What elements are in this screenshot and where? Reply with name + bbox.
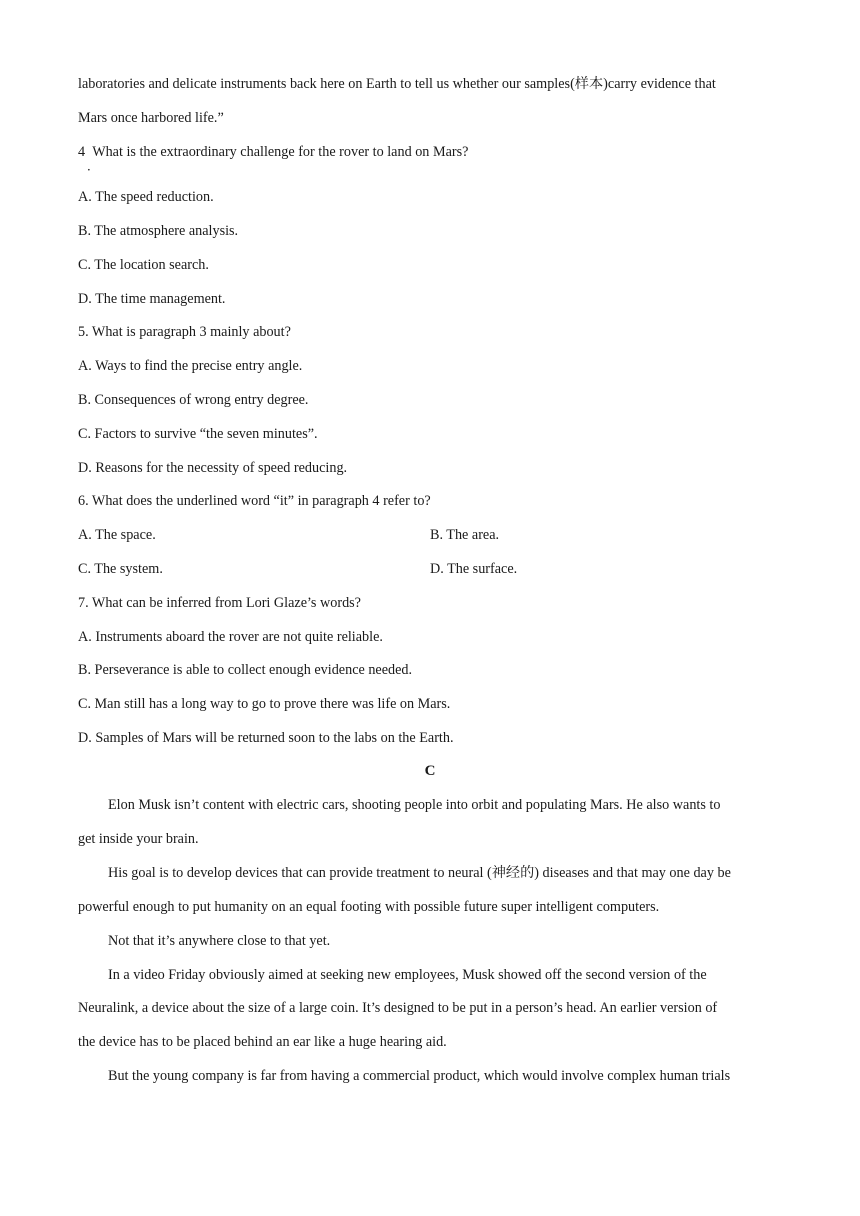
question-6: 6. What does the underlined word “it” in paragraph 4 refer to? [78, 493, 431, 509]
passage-line: laboratories and delicate instruments back here on Earth to tell us whether our samples(样本)carry evidence that [78, 76, 716, 92]
question-4 [78, 144, 469, 173]
question-7: 7. What can be inferred from Lori Glaze’s words? [78, 595, 361, 611]
option-c: C. The system. [78, 561, 163, 577]
paragraph-line: the device has to be placed behind an ear like a huge hearing aid. [78, 1034, 447, 1050]
option-b: B. The atmosphere analysis. [78, 223, 239, 239]
paragraph-line: Elon Musk isn’t content with electric cars, shooting people into orbit and populating Mars. He also wants to [108, 797, 721, 813]
option-b: B. Perseverance is able to collect enough evidence needed. [78, 662, 413, 678]
paragraph-line: get inside your brain. [78, 831, 199, 847]
paragraph-line: In a video Friday obviously aimed at seeking new employees, Musk showed off the second version of the [108, 967, 707, 983]
section-heading: C [424, 763, 436, 779]
paragraph-line: His goal is to develop devices that can provide treatment to neural (神经的) diseases and that may one day be [108, 865, 731, 881]
paragraph-line: powerful enough to put humanity on an equal footing with possible future super intelligent computers. [78, 899, 660, 915]
passage-line: Mars once harbored life.” [78, 110, 224, 126]
paragraph-line: Neuralink, a device about the size of a large coin. It’s designed to be put in a person’s head. An earlier version of [78, 1000, 718, 1016]
option-c: C. The location search. [78, 257, 209, 273]
paragraph-line: But the young company is far from having a commercial product, which would involve complex human trials [108, 1068, 731, 1084]
option-d: D. The time management. [78, 291, 226, 307]
option-d: D. The surface. [430, 561, 518, 577]
question-text: What is the extraordinary challenge for the rover to land on Mars? [92, 144, 469, 160]
option-c: C. Factors to survive “the seven minutes”. [78, 426, 318, 442]
option-a: A. Ways to find the precise entry angle. [78, 358, 303, 374]
option-d: D. Samples of Mars will be returned soon to the labs on the Earth. [78, 730, 454, 746]
option-d: D. Reasons for the necessity of speed reducing. [78, 460, 348, 476]
question-number-dot: ． [87, 159, 100, 173]
option-a: A. Instruments aboard the rover are not quite reliable. [78, 629, 383, 645]
option-c: C. Man still has a long way to go to prove there was life on Mars. [78, 696, 451, 712]
question-number: 4 ． [78, 144, 100, 173]
paragraph-line: Not that it’s anywhere close to that yet. [108, 933, 331, 949]
option-b: B. Consequences of wrong entry degree. [78, 392, 309, 408]
option-a: A. The speed reduction. [78, 189, 214, 205]
option-b: B. The area. [430, 527, 500, 543]
option-a: A. The space. [78, 527, 156, 543]
question-5: 5. What is paragraph 3 mainly about? [78, 324, 291, 340]
